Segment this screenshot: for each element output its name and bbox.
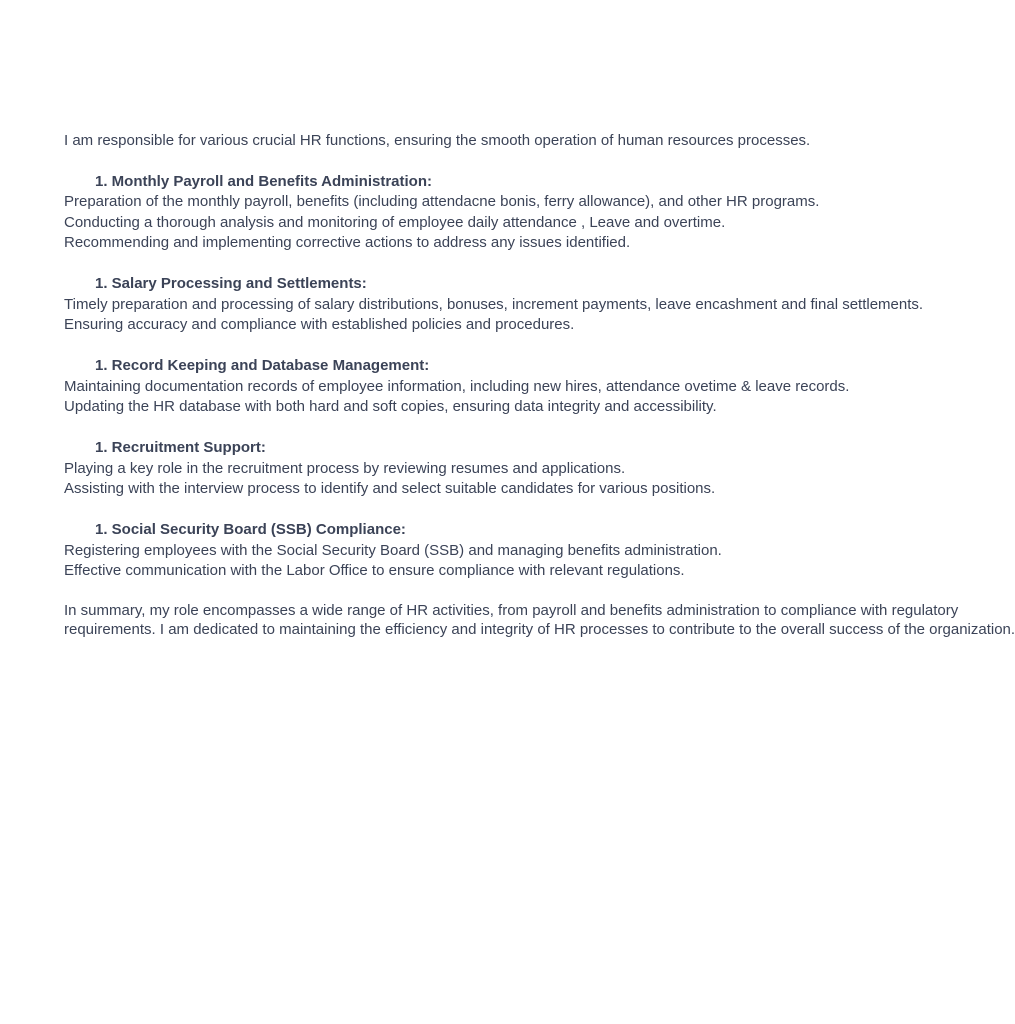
section-payroll [64,172,820,254]
section-line: Timely preparation and processing of salary distributions, bonuses, increment payments, leave encashment and final settlements. [64,295,924,313]
section-line: Effective communication with the Labor Office to ensure compliance with relevant regulations. [64,562,685,579]
document-body [64,131,1015,639]
section-line: Playing a key role in the recruitment process by reviewing resumes and applications. [64,459,626,477]
section-line: Preparation of the monthly payroll, benefits (including attendacne bonis, ferry allowance), and other HR programs. [64,193,820,210]
section-heading: 1. Salary Processing and Settlements: [95,275,367,292]
section-heading: 1. Social Security Board (SSB) Compliance: [95,521,406,538]
section-line: Maintaining documentation records of employee information, including new hires, attendance ovetime & leave records. [64,377,850,395]
section-heading: 1. Monthly Payroll and Benefits Administration: [95,172,432,190]
section-line: Ensuring accuracy and compliance with established policies and procedures. [64,316,575,333]
section-heading: 1. Recruitment Support: [95,439,266,456]
section-line: Conducting a thorough analysis and monitoring of employee daily attendance , Leave and overtime. [64,213,726,231]
summary-line: In summary, my role encompasses a wide range of HR activities, from payroll and benefits administration to compliance with regulatory [64,602,959,619]
section-line: Updating the HR database with both hard and soft copies, ensuring data integrity and accessibility. [64,398,717,415]
summary-line: requirements. I am dedicated to maintaining the efficiency and integrity of HR processes to contribute to the overall success of the organization. [64,620,1015,638]
section-line: Assisting with the interview process to identify and select suitable candidates for various positions. [64,480,716,497]
summary-paragraph [64,602,1015,639]
section-line: Registering employees with the Social Security Board (SSB) and managing benefits administration. [64,541,722,559]
section-recruitment [64,438,768,500]
intro-paragraph: I am responsible for various crucial HR functions, ensuring the smooth operation of human resources processes. [64,132,811,149]
section-ssb [64,520,768,582]
section-heading: 1. Record Keeping and Database Management: [95,357,430,374]
section-records [64,356,850,418]
section-line: Recommending and implementing corrective actions to address any issues identified. [64,234,631,251]
section-salary [64,274,924,336]
